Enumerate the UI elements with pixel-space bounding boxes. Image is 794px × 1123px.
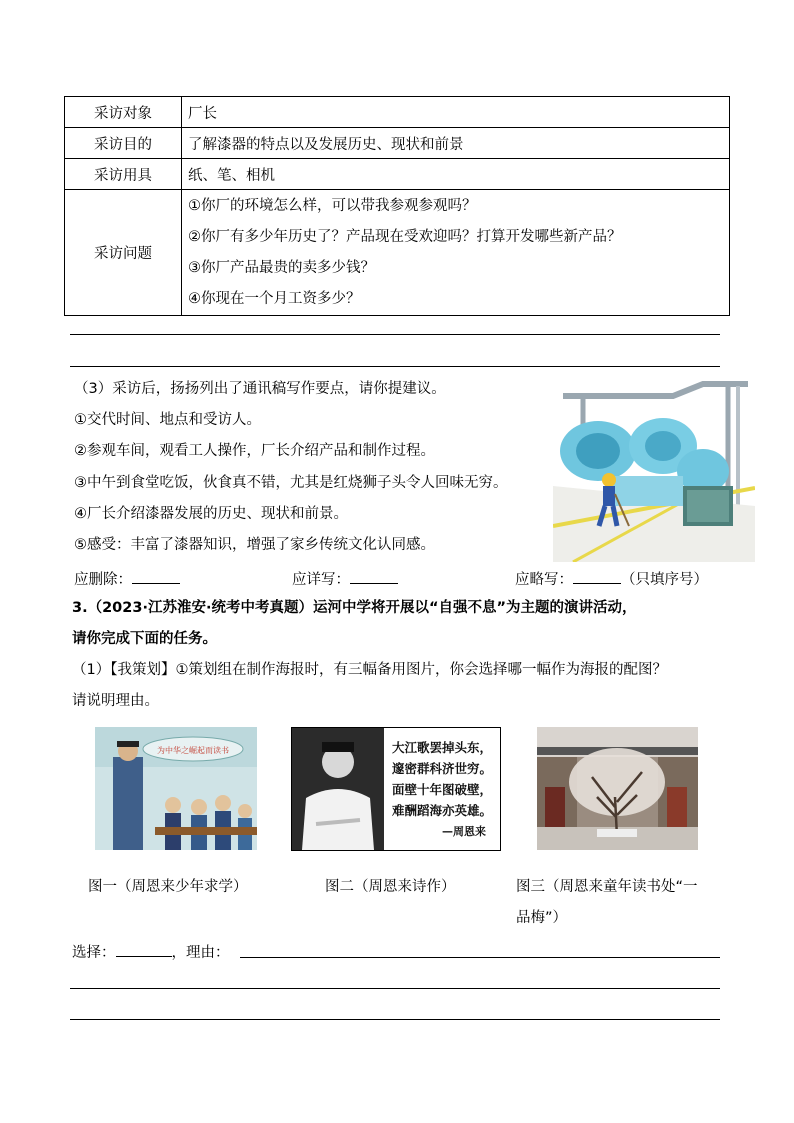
answer-line[interactable] (70, 334, 720, 335)
q3-heading: 3.（2023·江苏淮安·统考中考真题）运河中学将开展以“自强不息”为主题的演讲活动， (72, 600, 637, 616)
caption-image-3-cont: 品梅”） (516, 910, 568, 926)
questions-cell (182, 190, 730, 316)
poem-line: 面壁十年图破壁， (392, 782, 493, 797)
point-item: ①交代时间、地点和受访人。 (74, 412, 261, 428)
delete-row (74, 569, 180, 588)
caption-image-2: 图二（周恩来诗作） (325, 879, 456, 895)
detail-row (292, 569, 398, 588)
image-zhou-poem[interactable] (291, 727, 501, 851)
choice-row (72, 942, 230, 961)
interview-table (64, 96, 730, 316)
choose-label: 选择： (72, 945, 116, 961)
poem-author: —周恩来 (442, 825, 486, 838)
row-value: 了解漆器的特点以及发展历史、现状和前景 (182, 128, 730, 159)
point-item: ②参观车间，观看工人操作，厂长介绍产品和制作过程。 (74, 443, 435, 459)
banner-text: 为中华之崛起而读书 (157, 746, 229, 755)
poem-line: 大江歌罢掉头东， (392, 740, 493, 755)
fill-note: （只填序号） (621, 572, 708, 588)
detail-blank[interactable] (350, 569, 398, 584)
row-value: 厂长 (182, 97, 730, 128)
row-label: 采访问题 (65, 190, 182, 316)
choose-blank[interactable] (116, 942, 172, 957)
row-value: 纸、笔、相机 (182, 159, 730, 190)
poem-line: 邃密群科济世穷。 (392, 761, 493, 776)
delete-label: 应删除： (74, 572, 132, 588)
row-label: 采访对象 (65, 97, 182, 128)
reason-label: ，理由： (171, 945, 230, 961)
q3-task: （1）【我策划】①策划组在制作海报时，有三幅备用图片，你会选择哪一幅作为海报的配图？ (72, 662, 667, 678)
question-item: ④你现在一个月工资多少？ (188, 290, 361, 307)
point-item: ⑤感受：丰富了漆器知识，增强了家乡传统文化认同感。 (74, 537, 435, 553)
q3-task-cont: 请说明理由。 (72, 693, 159, 709)
answer-line[interactable] (70, 988, 720, 989)
caption-image-1: 图一（周恩来少年求学） (88, 879, 248, 895)
brief-row (515, 569, 708, 588)
question-item: ②你厂有多少年历史了？产品现在受欢迎吗？打算开发哪些新产品？ (188, 228, 622, 245)
question-item: ③你厂产品最贵的卖多少钱？ (188, 259, 375, 276)
image-zhou-youth-study[interactable] (95, 727, 257, 850)
q3-heading-cont: 请你完成下面的任务。 (72, 631, 217, 647)
point-item: ④厂长介绍漆器发展的历史、现状和前景。 (74, 506, 348, 522)
answer-line[interactable] (70, 366, 720, 367)
detail-label: 应详写： (292, 572, 350, 588)
brief-blank[interactable] (573, 569, 621, 584)
row-label: 采访用具 (65, 159, 182, 190)
brief-label: 应略写： (515, 572, 573, 588)
part3-intro: （3）采访后，扬扬列出了通讯稿写作要点，请你提建议。 (74, 381, 446, 397)
question-item: ①你厂的环境怎么样，可以带我参观参观吗？ (188, 197, 477, 214)
factory-illustration (553, 376, 755, 562)
poem-line: 难酬蹈海亦英雄。 (392, 803, 493, 818)
reason-line[interactable] (240, 957, 720, 958)
answer-line[interactable] (70, 1019, 720, 1020)
row-label: 采访目的 (65, 128, 182, 159)
delete-blank[interactable] (132, 569, 180, 584)
caption-image-3: 图三（周恩来童年读书处“一 (516, 879, 698, 895)
point-item: ③中午到食堂吃饭，伙食真不错，尤其是红烧狮子头令人回味无穷。 (74, 475, 508, 491)
image-plum-tree[interactable] (537, 727, 698, 850)
